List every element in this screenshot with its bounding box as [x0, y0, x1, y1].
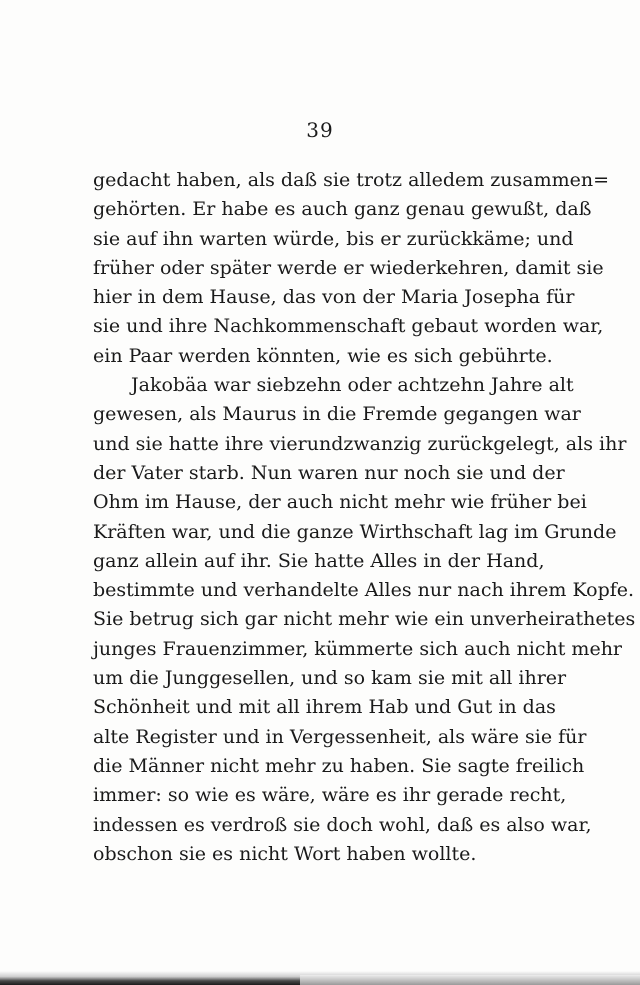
text-line: früher oder später werde er wiederkehren, damit sie — [93, 256, 604, 279]
text-line: gewesen, als Maurus in die Fremde gegangen war — [93, 403, 581, 426]
text-line: um die Junggesellen, und so kam sie mit all ihrer — [93, 667, 567, 690]
text-line: immer: so wie es wäre, wäre es ihr gerade recht, — [93, 784, 567, 807]
text-line: sie auf ihn warten würde, bis er zurückkäme; und — [93, 227, 574, 250]
text-line: obschon sie es nicht Wort haben wollte. — [93, 842, 477, 865]
text-line: Ohm im Hause, der auch nicht mehr wie früher bei — [93, 491, 587, 514]
text-line: der Vater starb. Nun waren nur noch sie und der — [93, 461, 565, 484]
scan-bottom-edge — [0, 971, 640, 985]
text-line: sie und ihre Nachkommenschaft gebaut worden war, — [93, 315, 604, 338]
text-line: und sie hatte ihre vierundzwanzig zurückgelegt, als ihr — [93, 432, 627, 455]
body-text — [93, 166, 636, 869]
text-line: ein Paar werden könnten, wie es sich gebührte. — [93, 344, 553, 367]
text-line: hier in dem Hause, das von der Maria Josepha für — [93, 286, 575, 309]
text-line: alte Register und in Vergessenheit, als wäre sie für — [93, 725, 587, 748]
text-line: gehörten. Er habe es auch ganz genau gewußt, daß — [93, 198, 592, 221]
text-line: Sie betrug sich gar nicht mehr wie ein unverheirathetes — [93, 608, 636, 631]
text-line: junges Frauenzimmer, kümmerte sich auch nicht mehr — [93, 637, 623, 660]
text-line: die Männer nicht mehr zu haben. Sie sagte freilich — [93, 754, 585, 777]
page-number: 39 — [306, 118, 334, 142]
text-line: gedacht haben, als daß sie trotz alledem zusammen= — [93, 169, 610, 191]
text-line: indessen es verdroß sie doch wohl, daß es also war, — [93, 813, 592, 836]
text-line: Schönheit und mit all ihrem Hab und Gut in das — [93, 696, 556, 719]
text-line: bestimmte und verhandelte Alles nur nach ihrem Kopfe. — [93, 579, 635, 602]
text-line: ganz allein auf ihr. Sie hatte Alles in der Hand, — [93, 549, 545, 572]
text-line: Jakobäa war siebzehn oder achtzehn Jahre alt — [131, 374, 574, 397]
scan-edge-shadow — [300, 975, 640, 985]
text-line: Kräften war, und die ganze Wirthschaft lag im Grunde — [93, 520, 617, 543]
